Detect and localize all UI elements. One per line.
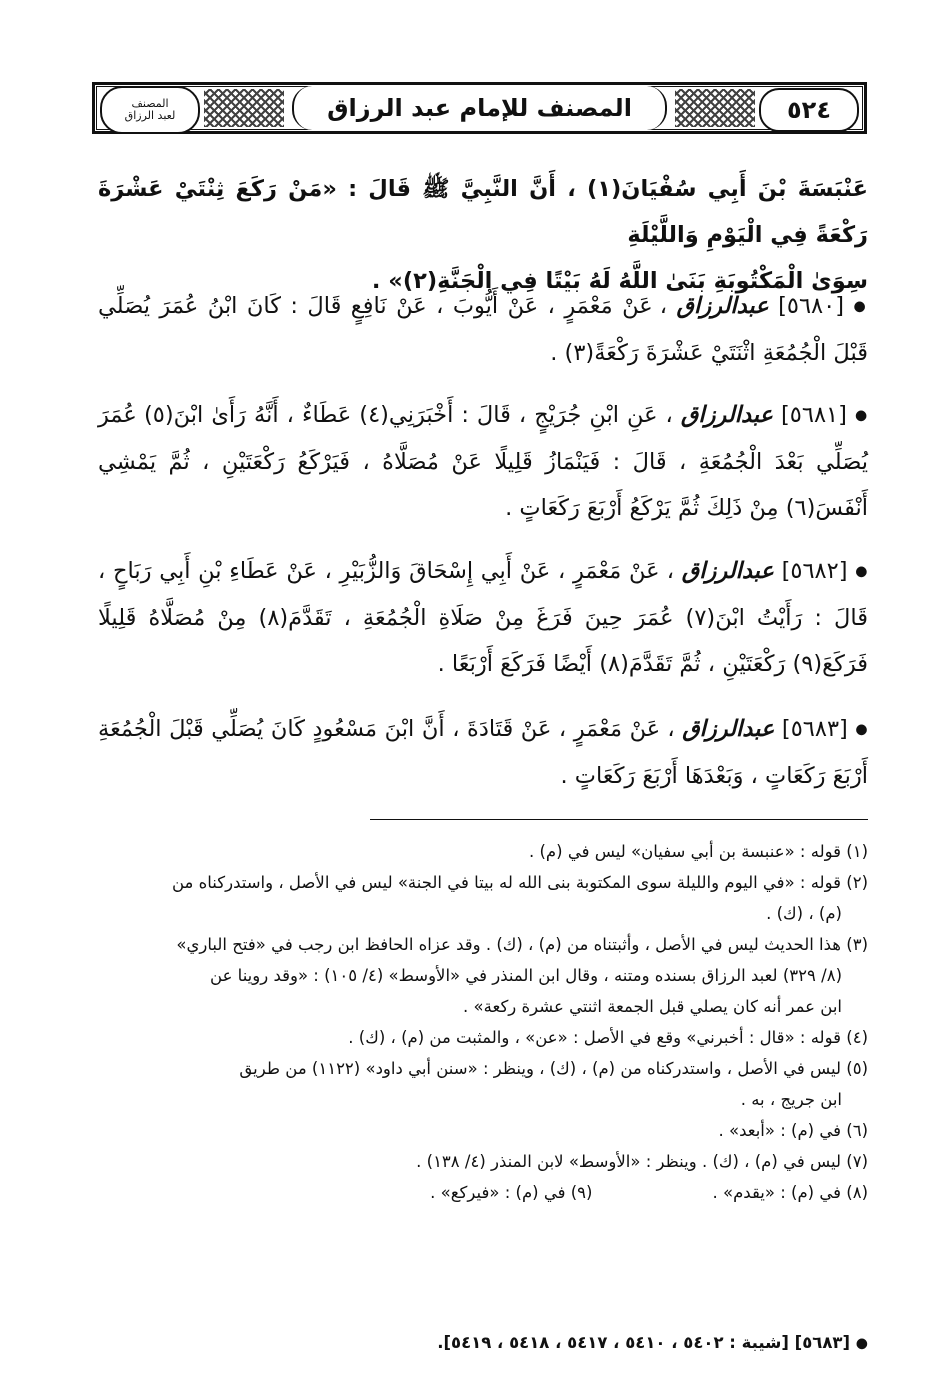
hadith-text: ، عَنِ ابْنِ جُرَيْجٍ ، قَالَ : أَخْبَرَنِي(٤) عَطَاءٌ ، أَنَّهُ رَأَىٰ ابْنَ(٥) عُمَرَ يُصَلِّي بَعْدَ الْجُمُعَةِ ، قَالَ : فَيَنْمَازُ قَلِيلًا عَنْ مُصَلَّاهُ ، فَيَرْكَعُ رَكْعَتَيْنِ ، ثُمَّ يَمْشِي أَنْفَسَ(٦) مِنْ ذَلِكَ ثُمَّ يَرْكَعُ أَرْبَعَ رَكَعَاتٍ . <box>98 402 868 521</box>
bullet-icon: ● <box>855 563 868 580</box>
hadith-5683 <box>98 706 868 799</box>
footnote-divider <box>370 819 868 820</box>
intro-line-1: عَنْبَسَةَ بْنَ أَبِي سُفْيَانَ(١) ، أَنَّ النَّبِيَّ ﷺ قَالَ : «مَنْ رَكَعَ ثِنْتَيْ عَشْرَةَ رَكْعَةً فِي الْيَوْمِ وَاللَّيْلَةِ <box>98 176 868 248</box>
hadith-5680 <box>98 283 868 376</box>
cross-reference <box>98 1328 868 1359</box>
bullet-icon: ● <box>855 1335 868 1352</box>
footnote-line: (٣) هذا الحديث ليس في الأصل ، وأثبتناه من (م) ، (ك) . وقد عزاه الحافظ ابن رجب في «فتح الباري» <box>176 935 868 954</box>
footnote-line: (٨/ ٣٢٩) لعبد الرزاق بسنده ومتنه ، وقال ابن المنذر في «الأوسط» (٤/ ١٠٥) : «وقد روينا عن <box>210 966 842 985</box>
footnote-line: ابن عمر أنه كان يصلي قبل الجمعة اثنتي عشرة ركعة» . <box>463 997 842 1016</box>
ornament-left <box>204 89 284 127</box>
hadith-author: عبدالرزاق <box>680 402 773 428</box>
footnote-line: (م) ، (ك) . <box>766 904 842 923</box>
page-number: ٥٢٤ <box>787 96 831 124</box>
running-header <box>92 82 867 134</box>
hadith-text: ، عَنْ مَعْمَرٍ ، عَنْ أَبِي إِسْحَاقَ وَالزُّبَيْرِ ، عَنْ عَطَاءِ بْنِ أَبِي رَبَاحٍ ، قَالَ : رَأَيْتُ ابْنَ(٧) عُمَرَ حِينَ فَرَغَ مِنْ صَلَاةِ الْجُمُعَةِ ، تَقَدَّمَ(٨) مِنْ مُصَلَّاهُ قَلِيلًا فَرَكَعَ(٩) رَكْعَتَيْنِ ، ثُمَّ تَقَدَّمَ(٨) أَيْضًا فَرَكَعَ أَرْبَعًا . <box>98 558 868 677</box>
ornament-right <box>675 89 755 127</box>
footnote-line: (١) قوله : «عنبسة بن أبي سفيان» ليس في (م) . <box>529 842 868 861</box>
emblem-line1: المصنف <box>131 97 169 110</box>
footnote-line: (٢) قوله : «في اليوم والليلة سوى المكتوبة بنى الله له بيتا في الجنة» ليس في الأصل ، واستدركناه من <box>171 873 868 892</box>
hadith-number: [٥٦٨٠] <box>778 293 845 319</box>
hadith-5681 <box>98 392 868 531</box>
footnote-line: (٤) قوله : «قال : أخبرني» وقع في الأصل : «عن» ، والمثبت من (م) ، (ك) . <box>348 1028 868 1047</box>
header-title: المصنف للإمام عبد الرزاق <box>327 94 632 122</box>
footnotes <box>98 836 868 1208</box>
hadith-author: عبدالرزاق <box>676 293 769 319</box>
hadith-number: [٥٦٨٣] <box>781 716 848 742</box>
hadith-5682 <box>98 548 868 687</box>
bullet-icon: ● <box>853 298 868 315</box>
footnote-pair-row <box>98 1177 868 1208</box>
intro-line-2: سِوَىٰ الْمَكْتُوبَةِ بَنَىٰ اللَّهُ لَهُ بَيْتًا فِي الْجَنَّةِ(٢)» . <box>371 268 868 294</box>
hadith-author: عبدالرزاق <box>682 716 775 742</box>
footnote-8: (٨) في (م) : «يقدم» . <box>712 1183 868 1202</box>
emblem-line2: لعبد الرزاق <box>124 109 176 122</box>
header-title-box <box>292 86 667 130</box>
bullet-icon: ● <box>854 407 869 424</box>
hadith-number: [٥٦٨٢] <box>781 558 848 584</box>
footnote-line: (٧) ليس في (م) ، (ك) . وينظر : «الأوسط» لابن المنذر (٤/ ١٣٨) . <box>416 1152 868 1171</box>
page-number-box <box>759 88 859 132</box>
hadith-author: عبدالرزاق <box>681 558 774 584</box>
footnote-9: (٩) في (م) : «فيركع» . <box>430 1183 593 1202</box>
hadith-text: ، عَنْ مَعْمَرٍ ، عَنْ أَيُّوبَ ، عَنْ نَافِعٍ قَالَ : كَانَ ابْنُ عُمَرَ يُصَلِّي قَبْلَ الْجُمُعَةِ اثْنَتَيْ عَشْرَةَ رَكْعَةً(٣) . <box>98 293 868 366</box>
bullet-icon: ● <box>855 721 869 738</box>
hadith-text: ، عَنْ مَعْمَرٍ ، عَنْ قَتَادَةَ ، أَنَّ ابْنَ مَسْعُودٍ كَانَ يُصَلِّي قَبْلَ الْجُمُعَةِ أَرْبَعَ رَكَعَاتٍ ، وَبَعْدَهَا أَرْبَعَ رَكَعَاتٍ . <box>98 716 868 789</box>
footnote-line: (٥) ليس في الأصل ، واستدركناه من (م) ، (ك) ، وينظر : «سنن أبي داود» (١١٢٢) من طريق <box>239 1059 868 1078</box>
cross-reference-text: [٥٦٨٣] [شيبة : ٥٤٠٢ ، ٥٤١٠ ، ٥٤١٧ ، ٥٤١٨ ، ٥٤١٩]. <box>437 1333 851 1352</box>
book-emblem <box>100 86 200 134</box>
footnote-line: ابن جريج ، به . <box>740 1090 842 1109</box>
hadith-number: [٥٦٨١] <box>781 402 847 428</box>
footnote-line: (٦) في (م) : «أبعد» . <box>718 1121 868 1140</box>
